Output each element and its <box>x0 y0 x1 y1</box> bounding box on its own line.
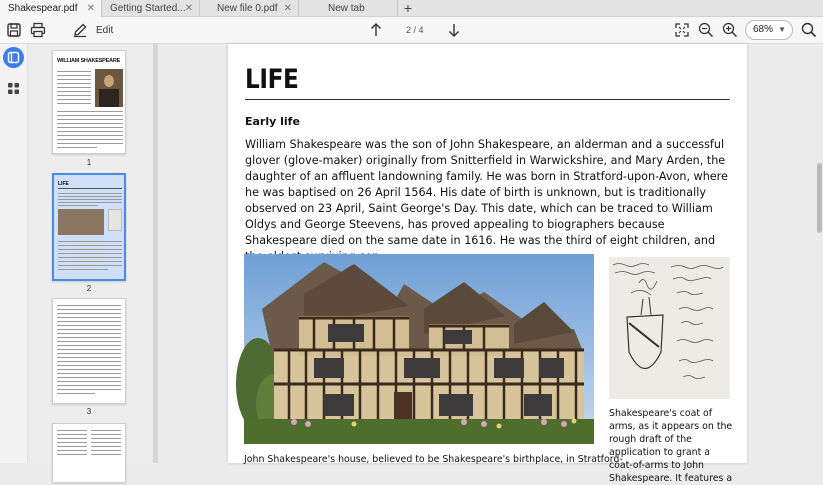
left-rail <box>0 44 28 463</box>
house-thumbnail-image <box>58 209 104 235</box>
thumbnail-page-number: 2 <box>86 284 92 293</box>
save-icon[interactable] <box>5 21 23 39</box>
print-icon[interactable] <box>29 21 47 39</box>
page-heading: LIFE <box>245 64 299 95</box>
portrait-image <box>95 69 123 107</box>
coat-of-arms-caption: Shakespeare's coat of arms, as it appears on the rough draft of the application to grant a coat-of-arms to John Shakespeare. It features a <box>609 408 733 484</box>
tab-label: Shakespear.pdf <box>8 3 78 14</box>
thumbnails-panel-button[interactable] <box>3 47 24 68</box>
tab-label: New tab <box>328 3 365 14</box>
zoom-out-icon[interactable] <box>697 21 715 39</box>
search-icon[interactable] <box>800 21 818 39</box>
close-icon[interactable]: ✕ <box>184 3 193 14</box>
next-page-icon[interactable] <box>445 21 463 39</box>
thumbnail-page-4[interactable] <box>52 423 126 483</box>
section-subheading: Early life <box>245 115 300 128</box>
tab-shakespear[interactable] <box>0 0 102 17</box>
heading-divider <box>245 99 730 100</box>
thumbnail-title: LIFE <box>58 181 69 187</box>
document-page <box>228 44 747 484</box>
tab-getting-started[interactable] <box>102 0 200 17</box>
chevron-down-icon: ▼ <box>778 25 786 34</box>
thumbnail-page-number: 3 <box>86 407 92 416</box>
tab-label: Getting Started... <box>110 3 186 14</box>
grid-view-button[interactable] <box>3 78 24 99</box>
toolbar <box>0 17 823 44</box>
zoom-value: 68% <box>753 24 774 35</box>
page-thumbnails-icon <box>3 47 24 68</box>
thumbnail-page-1[interactable] <box>52 50 126 154</box>
vertical-scrollbar[interactable] <box>815 44 823 463</box>
tab-new-tab[interactable] <box>299 0 398 17</box>
thumbnail-page-number: 1 <box>86 158 92 167</box>
close-icon[interactable]: ✕ <box>283 3 292 14</box>
grid-icon <box>3 78 24 99</box>
page-indicator[interactable]: 2 / 4 <box>406 25 424 35</box>
tab-new-file[interactable] <box>200 0 299 17</box>
thumbnail-panel <box>28 44 153 463</box>
thumbnail-page-2[interactable] <box>52 173 126 281</box>
coat-of-arms-sketch-image <box>609 257 730 399</box>
tab-bar <box>0 0 823 17</box>
close-icon[interactable]: ✕ <box>86 3 95 14</box>
edit-icon[interactable] <box>71 21 89 39</box>
thumbnail-page-3[interactable] <box>52 298 126 404</box>
panel-splitter[interactable] <box>153 44 158 463</box>
previous-page-icon[interactable] <box>367 21 385 39</box>
edit-button[interactable]: Edit <box>96 25 114 36</box>
tab-label: New file 0.pdf <box>217 3 278 14</box>
house-image-caption: John Shakespeare's house, believed to be Shakespeare's birthplace, in Stratford- <box>244 454 623 465</box>
fit-page-icon[interactable] <box>673 21 691 39</box>
add-tab-icon[interactable]: + <box>403 0 413 16</box>
zoom-in-icon[interactable] <box>721 21 739 39</box>
thumbnail-title: WILLIAM SHAKESPEARE <box>57 58 121 64</box>
zoom-select[interactable] <box>745 20 793 40</box>
scrollbar-thumb[interactable] <box>817 163 822 233</box>
coat-thumbnail-image <box>108 209 122 231</box>
birthplace-house-image <box>244 254 594 444</box>
body-paragraph: William Shakespeare was the son of John Shakespeare, an alderman and a successful glover (glove-maker) originally from Snitterfield in Warwickshire, and Mary Arden, the daughter of an affluent landowning family. He was born in Stratford-upon-Avon, where he was baptised on 26 April 1564. His date of birth is unknown, but is traditionally observed on 23 April, Saint George's Day. This date, which can be traced to William Oldys and George Steevens, has proved appealing to biographers because Shakespeare died on the same date in 1616. He was the third of eight children, and <box>245 138 728 247</box>
